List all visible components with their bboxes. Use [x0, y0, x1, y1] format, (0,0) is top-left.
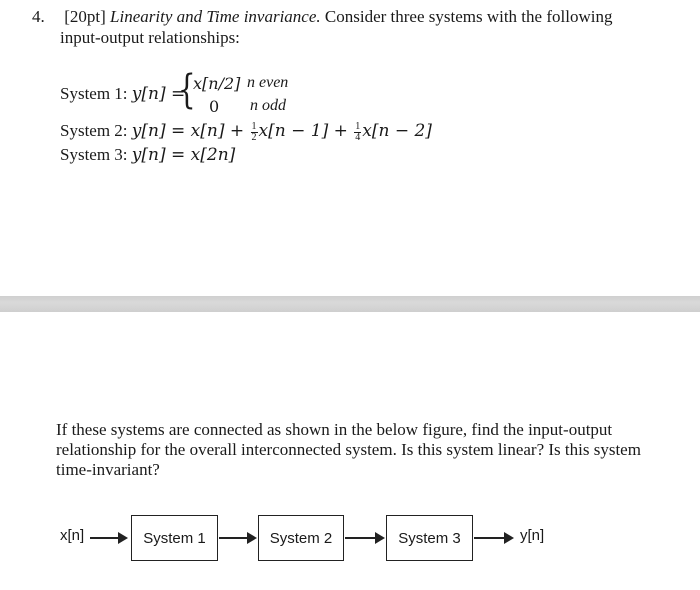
- system1-equation: [60, 84, 185, 104]
- fraction-quarter-num: 1: [355, 120, 361, 132]
- fraction-half: [251, 122, 258, 143]
- system3-equation: [60, 145, 235, 165]
- system2-equation: [60, 121, 432, 143]
- system1-case2-condition: n odd: [250, 97, 286, 114]
- system2-lhs: y[n] = x[n] +: [131, 121, 250, 141]
- fraction-quarter-den: 4: [355, 131, 361, 143]
- question-title: Linearity and Time invariance.: [110, 7, 321, 26]
- system1-box: System 1: [131, 515, 218, 561]
- system3-expr: y[n] = x[2n]: [131, 145, 236, 165]
- page-divider: [0, 296, 700, 312]
- system2-label: System 2:: [60, 121, 132, 140]
- question-intro-b: input-output relationships:: [60, 28, 240, 47]
- diagram-input-label: x[n]: [60, 527, 85, 544]
- fraction-half-num: 1: [251, 120, 257, 132]
- question-number: 4.: [32, 7, 45, 26]
- system1-case1-expr: x[n/2]: [193, 74, 241, 93]
- system3-label: System 3:: [60, 145, 132, 164]
- fraction-quarter: [354, 122, 361, 143]
- piecewise-brace: {: [177, 67, 196, 113]
- system2-end: x[n − 2]: [362, 121, 432, 141]
- arrow-system1-to-system2: [219, 537, 255, 539]
- question-intro-a: Consider three systems with the following: [324, 7, 613, 26]
- arrow-system3-to-output: [474, 537, 512, 539]
- arrow-system2-to-system3: [345, 537, 383, 539]
- system1-label: System 1:: [60, 84, 132, 103]
- system3-box: System 3: [386, 515, 473, 561]
- system1-case1-condition: n even: [247, 74, 289, 91]
- question-points: [20pt]: [64, 7, 106, 26]
- system2-box: System 2: [258, 515, 344, 561]
- fraction-half-den: 2: [251, 131, 257, 143]
- question-header: [32, 6, 652, 27]
- arrow-input-to-system1: [90, 537, 126, 539]
- system1-lhs: y[n] =: [131, 84, 186, 104]
- question-prompt: If these systems are connected as shown in the below figure, find the input-output relationship for the overall interconnected system. Is this system linear? Is this system time-invariant?: [56, 420, 641, 479]
- system1-case2-expr: 0: [209, 97, 220, 116]
- diagram-output-label: y[n]: [520, 527, 545, 544]
- system2-mid: x[n − 1] +: [258, 121, 354, 141]
